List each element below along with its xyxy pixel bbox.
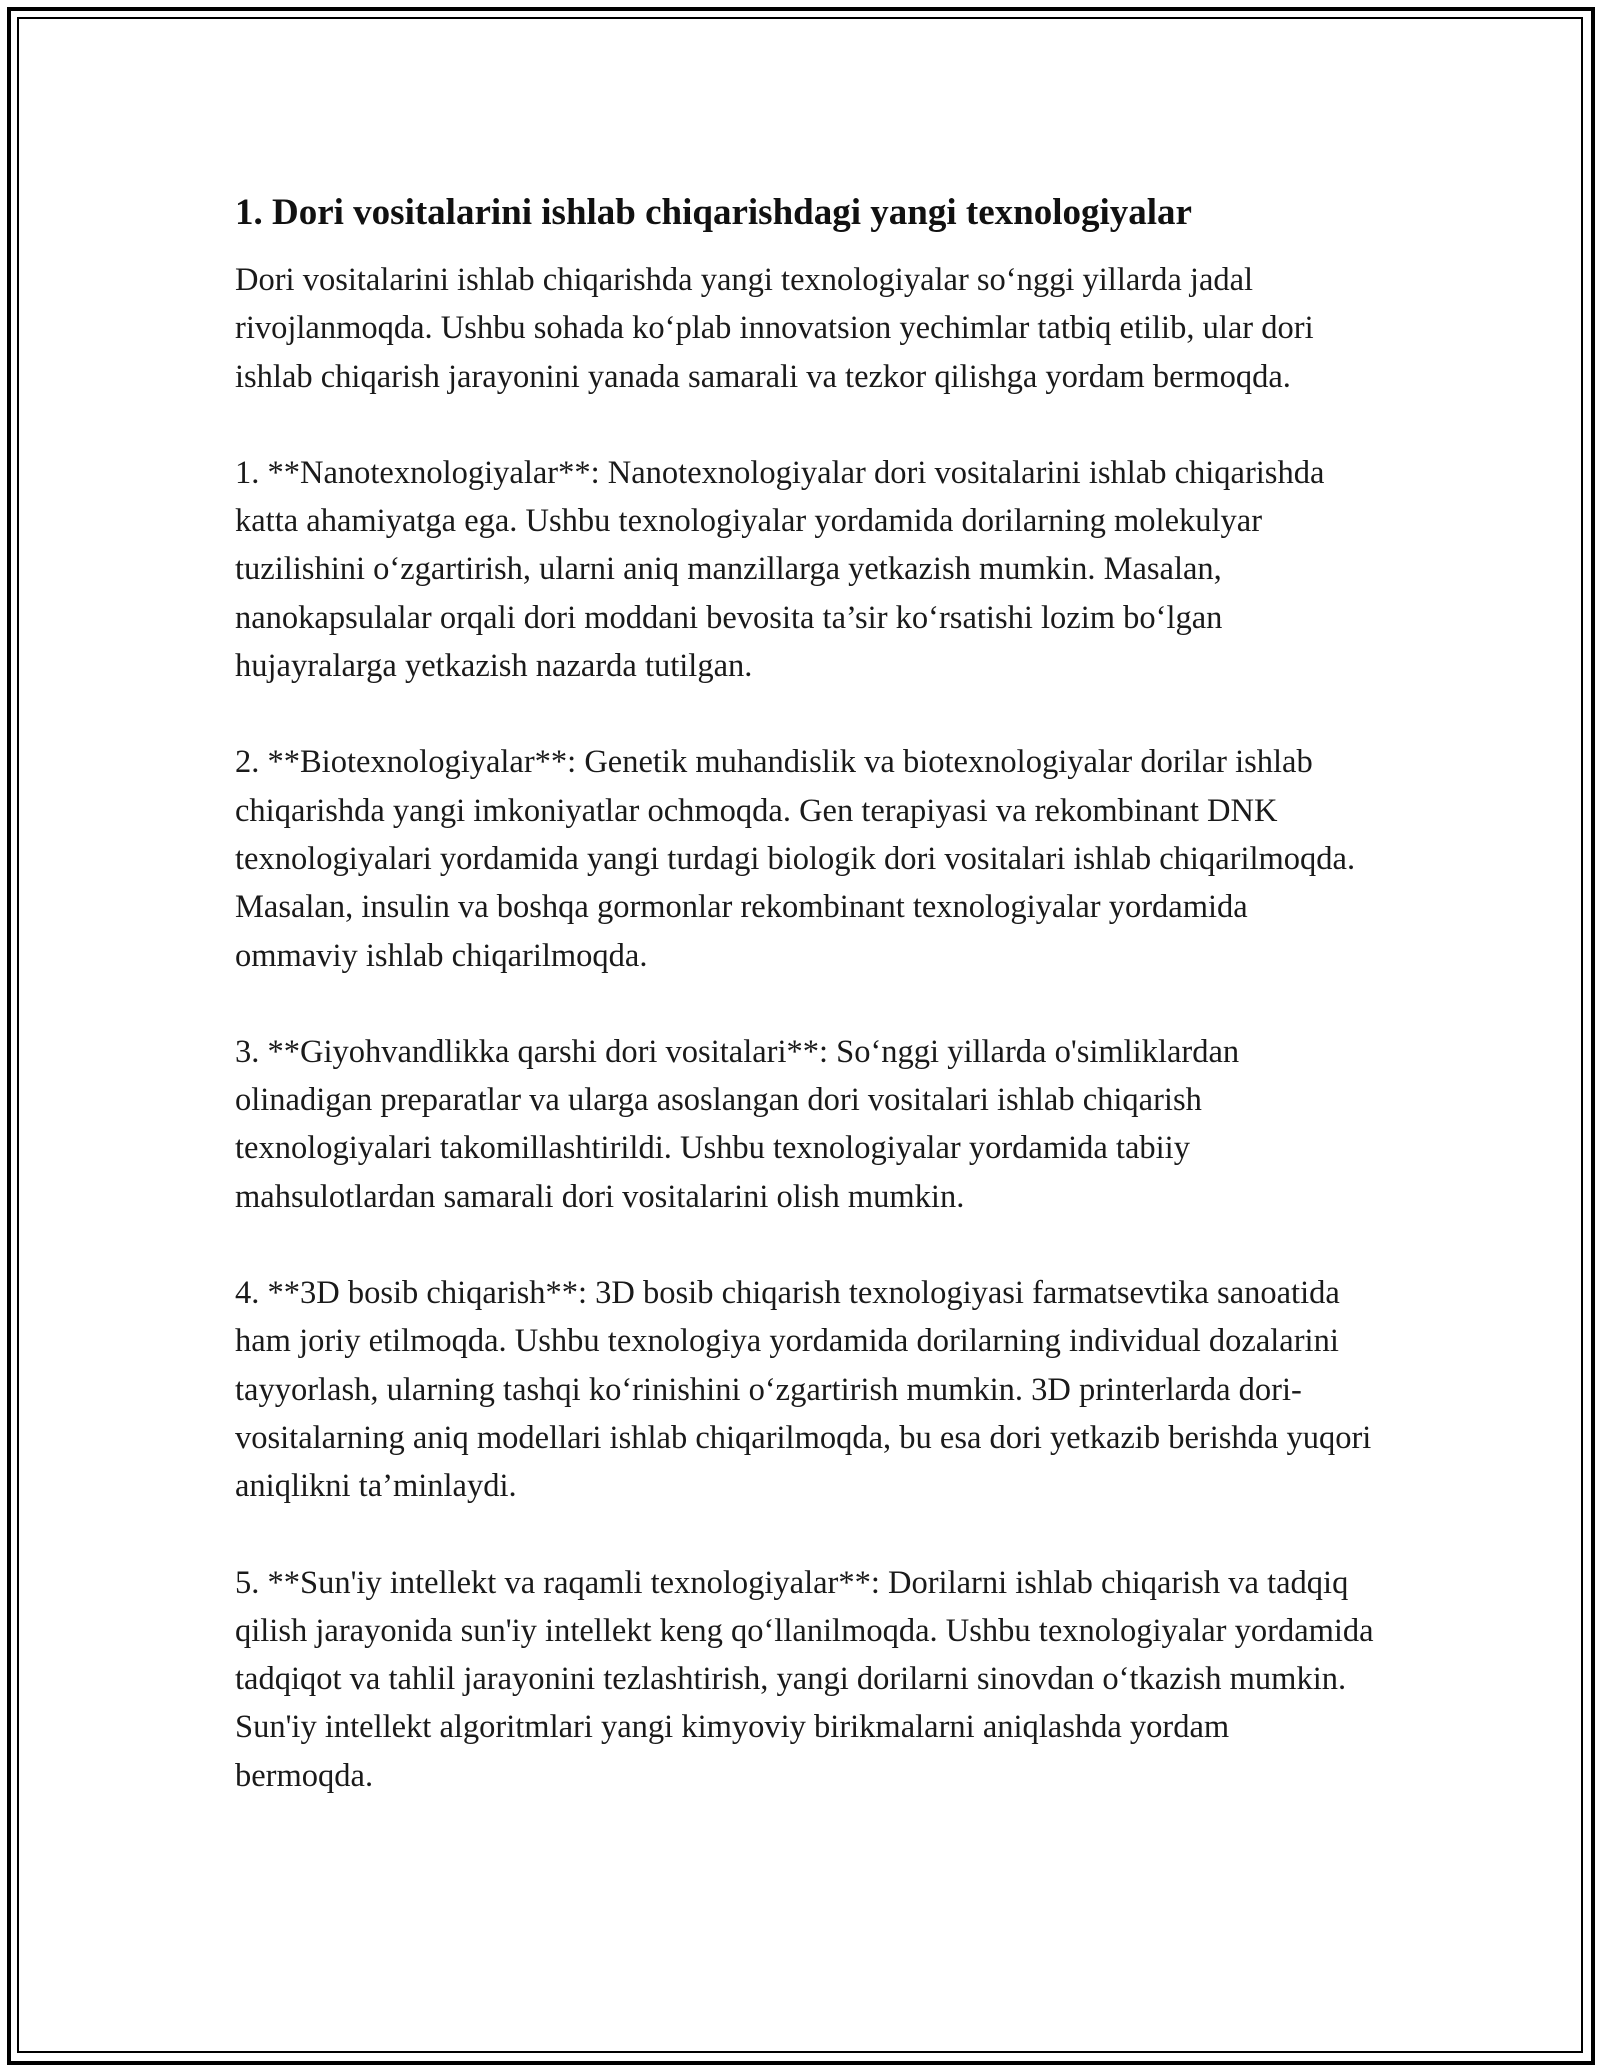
paragraph-artificial-intelligence: 5. **Sun'iy intellekt va raqamli texnologiyalar**: Dorilarni ishlab chiqarish va tadqiq qilish jarayonida sun'iy intellekt keng qo‘llanilmoqda. Ushbu texnologiyalar yordamida tadqiqot va tahlil jarayonini tezlashtirish, yangi dorilarni sinovdan o‘tkazish mumkin. Sun'iy intellekt algoritmlari yangi kimyoviy birikmalarni aniqlashda yordam bermoqda. xyxy=(235,1564,1374,1794)
document-body xyxy=(235,188,1375,1848)
paragraph-3d-printing: 4. **3D bosib chiqarish**: 3D bosib chiqarish texnologiyasi farmatsevtika sanoatida ham joriy etilmoqda. Ushbu texnologiya yordamida dorilarning individual dozalarini tayyorlash, ularning tashqi ko‘rinishini o‘zgartirish mumkin. 3D printerlarda dori-vositalarning aniq modellari ishlab chiqarilmoqda, bu esa dori yetkazib berishda yuqori aniqlikni ta’minlaydi. xyxy=(235,1275,1372,1505)
intro-paragraph: Dori vositalarini ishlab chiqarishda yangi texnologiyalar so‘nggi yillarda jadal rivojlanmoqda. Ushbu sohada ko‘plab innovatsion yechimlar tatbiq etilib, ular dori ishlab chiqarish jarayonini yanada samarali va tezkor qilishga yordam bermoqda. xyxy=(235,262,1314,395)
paragraph-nanotechnology: 1. **Nanotexnologiyalar**: Nanotexnologiyalar dori vositalarini ishlab chiqarishda katta ahamiyatga ega. Ushbu texnologiyalar yordamida dorilarning molekulyar tuzilishini o‘zgartirish, ularni aniq manzillarga yetkazish mumkin. Masalan, nanokapsulalar orqali dori moddani bevosita ta’sir ko‘rsatishi lozim bo‘lgan hujayralarga yetkazish nazarda tutilgan. xyxy=(235,454,1325,685)
paragraph-herbal-medicines: 3. **Giyohvandlikka qarshi dori vositalari**: So‘nggi yillarda o'simliklardan olinadigan preparatlar va ularga asoslangan dori vositalari ishlab chiqarish texnologiyalari takomillashtirildi. Ushbu texnologiyalar yordamida tabiiy mahsulotlardan samarali dori vositalarini olish mumkin. xyxy=(235,1033,1240,1215)
paragraph-biotechnology: 2. **Biotexnologiyalar**: Genetik muhandislik va biotexnologiyalar dorilar ishlab chiqarishda yangi imkoniyatlar ochmoqda. Gen terapiyasi va rekombinant DNK texnologiyalari yordamida yangi turdagi biologik dori vositalari ishlab chiqarilmoqda. Masalan, insulin va boshqa gormonlar rekombinant texnologiyalar yordamida ommaviy ishlab chiqarilmoqda. xyxy=(235,744,1356,974)
document-title: 1. Dori vositalarini ishlab chiqarishdagi yangi texnologiyalar xyxy=(235,192,1192,233)
